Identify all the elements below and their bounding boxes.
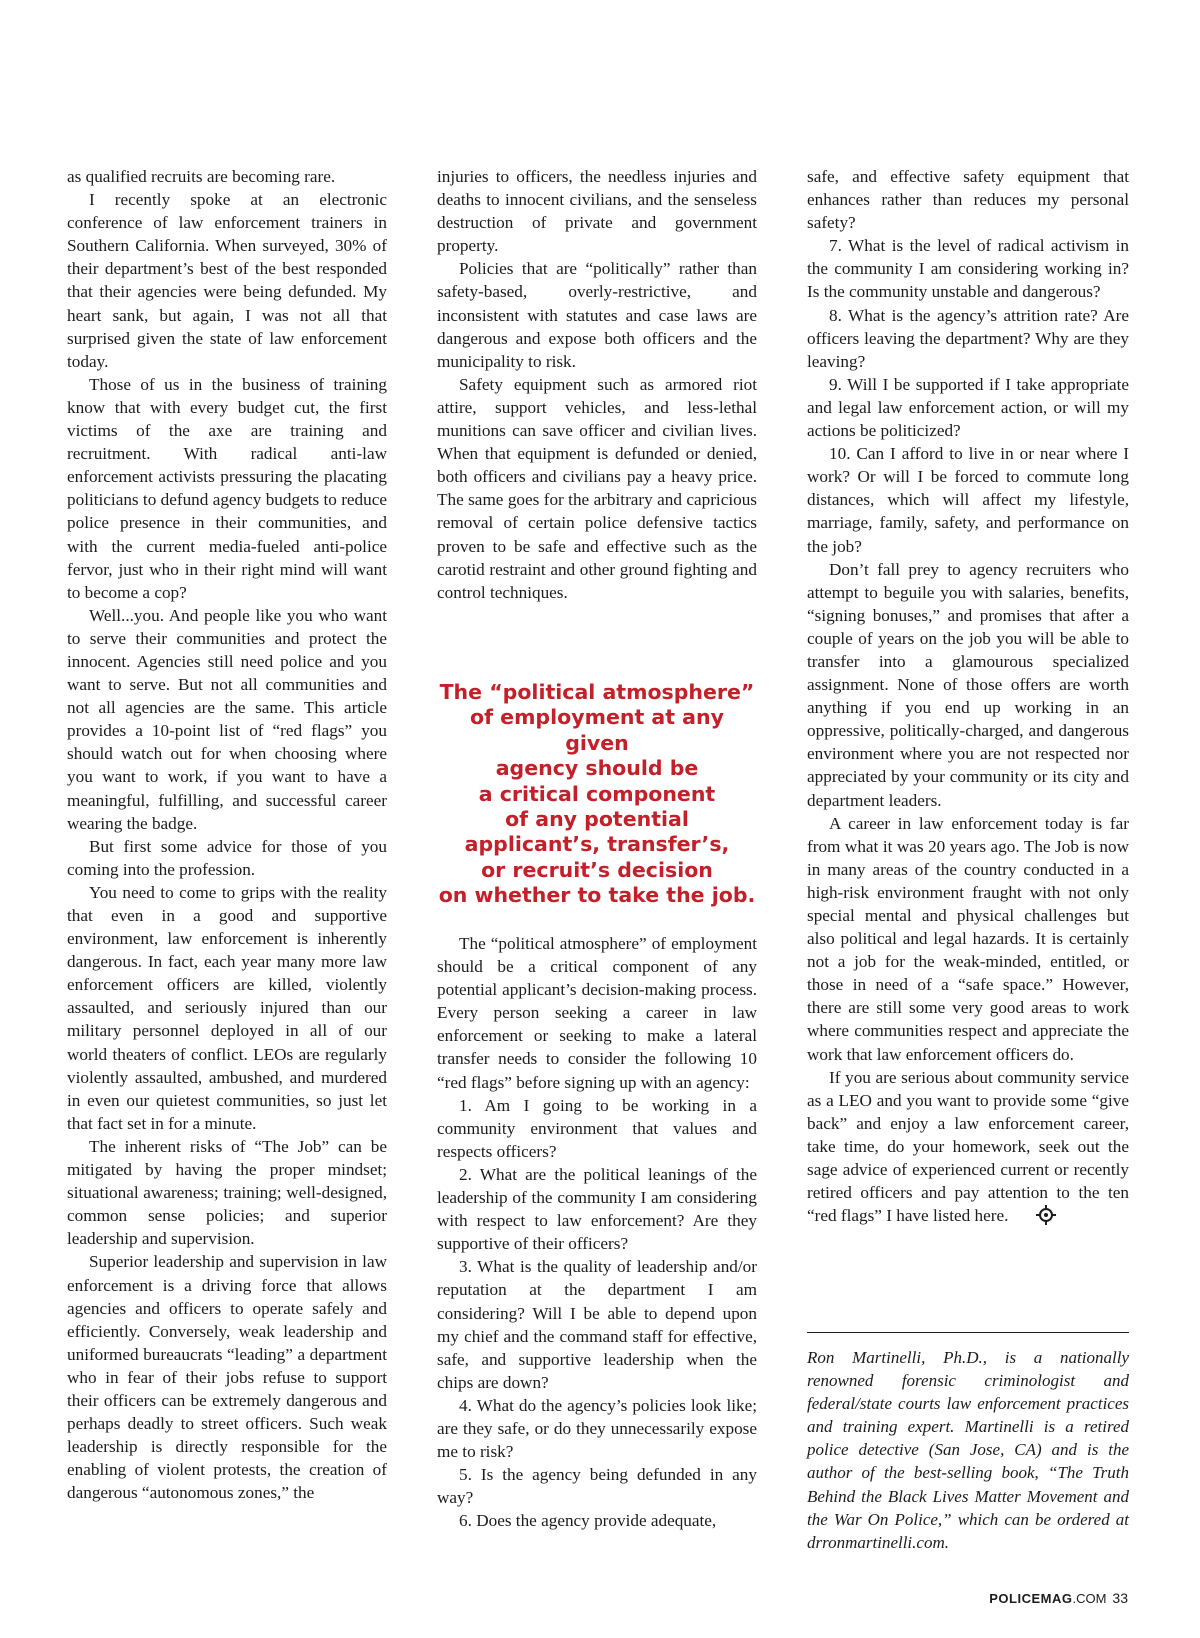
paragraph: A career in law enforcement today is far from what it was 20 years ago. The Job is now in many areas of the country conducted in a high-risk environment fraught with not only special mental and physical challenges but also political and legal hazards. It is certainly not a job for the weak-minded, entitled, or those in need of a “safe space.” However, there are still some very good areas to work where communities respect and appreciate the work that law enforcement officers do. xyxy=(807,813,1129,1064)
paragraph: The inherent risks of “The Job” can be mitigated by having the proper mindset; situational awareness; training; well-designed, common sense policies; and superior leadership and supervision. xyxy=(67,1136,387,1249)
paragraph: Well...you. And people like you who want to serve their communities and protect the innocent. Agencies still need police and you want to serve. But not all communities and not all agencies are the same. This article provides a 10-point list of “red flags” you should watch out for when choosing where you want to work, if you want to have a meaningful, fulfilling, and successful career wearing the badge. xyxy=(67,605,387,833)
paragraph: Don’t fall prey to agency recruiters who attempt to beguile you with salaries, benefits, “signing bonuses,” and promises that after a couple of years on the job you will be able to transfer into a glamourous specialized assignment. None of those offers are worth anything if you end up working in an oppressive, politically-charged, and dangerous environment where you are not respected nor appreciated by your community or its city and department leaders. xyxy=(807,559,1129,810)
list-item: 6. Does the agency provide adequate, xyxy=(459,1511,717,1531)
author-bio: Ron Martinelli, Ph.D., is a nationally renowned forensic criminologist and federal/state courts law enforcement practices and training expert. Martinelli is a retired police detective (San Jose, CA) and is the author of the best-selling book, “The Truth Behind the Black Lives Matter Movement and the War On Police,” which can be ordered at drronmartinelli.com. xyxy=(807,1348,1129,1552)
paragraph: Those of us in the business of training know that with every budget cut, the first victims of the axe are training and recruitment. With radical anti-law enforcement activists pressuring the placating politicians to defund agency budgets to reduce police presence in their communities, and with the current media-fueled anti-police fervor, just who in their right mind will want to become a cop? xyxy=(67,374,387,602)
paragraph: injuries to officers, the needless injuries and deaths to innocent civilians, and the senseless destruction of private and government property. xyxy=(437,167,757,256)
article-column-2-continued xyxy=(437,932,757,1532)
paragraph xyxy=(807,1066,1129,1232)
footer-domain: .COM xyxy=(1072,1591,1107,1606)
list-item: 8. What is the agency’s attrition rate? Are officers leaving the department? Why are they leaving? xyxy=(807,305,1129,371)
page-number: 33 xyxy=(1112,1590,1128,1606)
paragraph: You need to come to grips with the reality that even in a good and supportive environment, law enforcement is inherently dangerous. In fact, each year many more law enforcement officers are killed, violently assaulted, and seriously injured than our military personnel deployed in all of our world theaters of conflict. LEOs are regularly violently assaulted, ambushed, and murdered in even our quietest communities, so just let that fact set in for a minute. xyxy=(67,882,387,1133)
paragraph: But first some advice for those of you coming into the profession. xyxy=(67,836,387,879)
footer-brand: POLICEMAG xyxy=(989,1591,1073,1606)
article-column-2 xyxy=(437,165,757,604)
paragraph: as qualified recruits are becoming rare. xyxy=(67,167,336,186)
paragraph: Safety equipment such as armored riot attire, support vehicles, and less-lethal munitions can save officer and civilian lives. When that equipment is defunded or denied, both officers and civilians pay a heavy price. The same goes for the arbitrary and capricious removal of certain police defensive tactics proven to be safe and effective such as the carotid restraint and other ground fighting and control techniques. xyxy=(437,374,757,602)
list-item: safe, and effective safety equipment that enhances rather than reduces my personal safety? xyxy=(807,167,1129,233)
paragraph: Policies that are “politically” rather than safety-based, overly-restrictive, and inconsistent with statutes and case laws are dangerous and expose both officers and the municipality to risk. xyxy=(437,259,757,371)
pull-quote-line: of employment at any given xyxy=(470,705,724,755)
pull-quote-line: on whether to take the job. xyxy=(438,883,756,908)
list-item: 9. Will I be supported if I take appropriate and legal law enforcement action, or will my actions be politicized? xyxy=(807,374,1129,441)
list-item: 1. Am I going to be working in a community environment that values and respects officers? xyxy=(437,1095,757,1161)
pull-quote-line: applicant’s, transfer’s, xyxy=(464,832,730,857)
article-column-1 xyxy=(67,165,387,1504)
paragraph: The “political atmosphere” of employment should be a critical component of any potential applicant’s decision-making process. Every person seeking a career in law enforcement or seeking to make a lateral transfer needs to consider the following 10 “red flags” before signing up with an agency: xyxy=(437,934,757,1092)
list-item: 3. What is the quality of leadership and/or reputation at the department I am considering? Will I be able to depend upon my chief and the command staff for effective, safe, and supportive leadership when the chips are down? xyxy=(437,1257,757,1392)
crosshair-target-icon xyxy=(1014,1205,1056,1231)
pull-quote xyxy=(437,680,757,909)
pull-quote-line: of any potential xyxy=(505,807,689,832)
paragraph: Superior leadership and supervision in law enforcement is a driving force that allows agencies and officers to operate safely and efficiently. Conversely, weak leadership and uniformed bureaucrats “leading” a department who in fear of their jobs refuse to support their officers can be extremely dangerous and perhaps deadly to street officers. Such weak leadership is directly responsible for the enabling of violent protests, the creation of dangerous “autonomous zones,” the xyxy=(67,1252,387,1503)
list-item: 5. Is the agency being defunded in any way? xyxy=(437,1465,757,1508)
article-column-3 xyxy=(807,165,1129,1231)
closing-paragraph-text: If you are serious about community service as a LEO and you want to provide some “give back” and enjoy a law enforcement career, take time, do your homework, seek out the sage advice of experienced current or recently retired officers and pay attention to the ten “red flags” I have listed here. xyxy=(807,1067,1129,1226)
paragraph: I recently spoke at an electronic conference of law enforcement trainers in Southern California. When surveyed, 30% of their department’s best of the best responded that their agencies were being defunded. My heart sank, but again, I was not all that surprised given the state of law enforcement today. xyxy=(67,190,387,371)
page-footer xyxy=(989,1590,1128,1606)
bio-divider xyxy=(807,1332,1129,1333)
pull-quote-line: The “political atmosphere” xyxy=(439,680,755,704)
list-item: 2. What are the political leanings of the leadership of the community I am considering with respect to law enforcement? Are they supportive of their officers? xyxy=(437,1164,757,1254)
pull-quote-line: or recruit’s decision xyxy=(481,857,713,882)
list-item: 7. What is the level of radical activism in the community I am considering working in? Is the community unstable and dangerous? xyxy=(807,236,1129,302)
list-item: 4. What do the agency’s policies look like; are they safe, or do they unnecessarily expose me to risk? xyxy=(437,1395,757,1462)
pull-quote-line: a critical component xyxy=(478,781,716,806)
list-item: 10. Can I afford to live in or near where I work? Or will I be forced to commute long distances, which will affect my lifestyle, marriage, family, safety, and performance on the job? xyxy=(807,444,1129,556)
pull-quote-line: agency should be xyxy=(495,756,699,781)
